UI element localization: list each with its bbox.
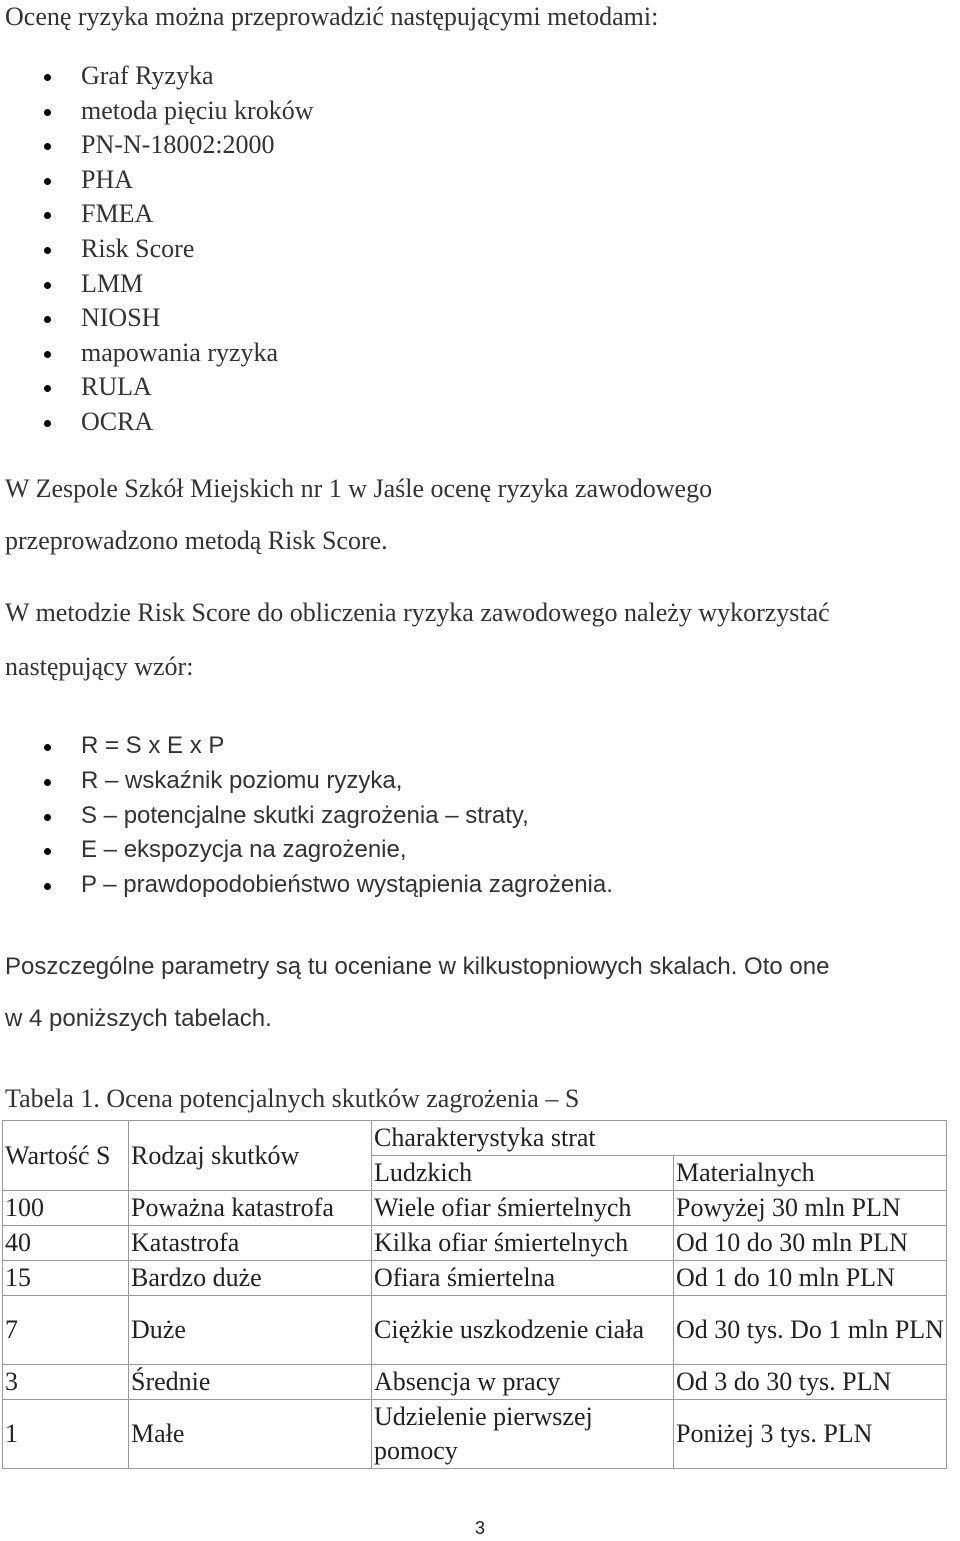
table-row <box>3 1191 947 1226</box>
bullet-icon <box>44 316 51 323</box>
table-row <box>3 1261 947 1296</box>
formula-list <box>0 730 613 904</box>
header-losses: Charakterystyka strat <box>372 1121 947 1156</box>
bullet-icon <box>44 74 51 81</box>
header-type: Rodzaj skutków <box>129 1121 372 1191</box>
cell-human: Wiele ofiar śmiertelnych <box>372 1191 674 1226</box>
table-row <box>3 1226 947 1261</box>
risk-score-table <box>2 1120 947 1469</box>
cell-value: 100 <box>3 1191 129 1226</box>
list-item: RULA <box>0 371 314 406</box>
methods-list <box>0 60 314 441</box>
bullet-icon <box>44 247 51 254</box>
bullet-icon <box>44 282 51 289</box>
list-item: OCRA <box>0 406 314 441</box>
list-item: NIOSH <box>0 302 314 337</box>
header-value: Wartość S <box>3 1121 129 1191</box>
cell-human: Ciężkie uszkodzenie ciała <box>372 1296 674 1365</box>
list-item: R = S x E x P <box>0 730 613 765</box>
bullet-icon <box>44 779 51 786</box>
cell-type: Bardzo duże <box>129 1261 372 1296</box>
cell-material: Poniżej 3 tys. PLN <box>674 1400 947 1469</box>
paragraph-2-line-2: następujący wzór: <box>5 652 194 681</box>
cell-type: Katastrofa <box>129 1226 372 1261</box>
bullet-icon <box>44 385 51 392</box>
bullet-icon <box>44 143 51 150</box>
cell-human: Absencja w pracy <box>372 1365 674 1400</box>
paragraph-3-line-2: w 4 poniższych tabelach. <box>5 1005 272 1032</box>
list-item: FMEA <box>0 198 314 233</box>
table-caption: Tabela 1. Ocena potencjalnych skutków zagrożenia – S <box>5 1084 580 1113</box>
cell-value: 15 <box>3 1261 129 1296</box>
intro-text: Ocenę ryzyka można przeprowadzić następującymi metodami: <box>5 2 659 31</box>
list-item: S – potencjalne skutki zagrożenia – straty, <box>0 800 613 835</box>
list-item: metoda pięciu kroków <box>0 95 314 130</box>
cell-human: Kilka ofiar śmiertelnych <box>372 1226 674 1261</box>
header-human: Ludzkich <box>372 1156 674 1191</box>
paragraph-3-line-1: Poszczególne parametry są tu oceniane w kilkustopniowych skalach. Oto one <box>5 953 830 980</box>
list-item: LMM <box>0 268 314 303</box>
cell-value: 3 <box>3 1365 129 1400</box>
cell-type: Średnie <box>129 1365 372 1400</box>
cell-material: Powyżej 30 mln PLN <box>674 1191 947 1226</box>
bullet-icon <box>44 420 51 427</box>
list-item: R – wskaźnik poziomu ryzyka, <box>0 765 613 800</box>
list-item: Risk Score <box>0 233 314 268</box>
bullet-icon <box>44 351 51 358</box>
cell-type: Poważna katastrofa <box>129 1191 372 1226</box>
table-row <box>3 1365 947 1400</box>
paragraph-1-line-2: przeprowadzono metodą Risk Score. <box>5 526 388 555</box>
list-item: PN-N-18002:2000 <box>0 129 314 164</box>
cell-type: Małe <box>129 1400 372 1469</box>
list-item: E – ekspozycja na zagrożenie, <box>0 834 613 869</box>
cell-value: 7 <box>3 1296 129 1365</box>
table-row <box>3 1400 947 1469</box>
paragraph-2-line-1: W metodzie Risk Score do obliczenia ryzyka zawodowego należy wykorzystać <box>5 598 830 627</box>
bullet-icon <box>44 883 51 890</box>
header-material: Materialnych <box>674 1156 947 1191</box>
list-item: Graf Ryzyka <box>0 60 314 95</box>
list-item: PHA <box>0 164 314 199</box>
bullet-icon <box>44 744 51 751</box>
cell-type: Duże <box>129 1296 372 1365</box>
cell-value: 40 <box>3 1226 129 1261</box>
bullet-icon <box>44 178 51 185</box>
list-item: P – prawdopodobieństwo wystąpienia zagrożenia. <box>0 869 613 904</box>
table-row <box>3 1296 947 1365</box>
cell-material: Od 30 tys. Do 1 mln PLN <box>674 1296 947 1365</box>
bullet-icon <box>44 109 51 116</box>
cell-value: 1 <box>3 1400 129 1469</box>
bullet-icon <box>44 848 51 855</box>
paragraph-1-line-1: W Zespole Szkół Miejskich nr 1 w Jaśle ocenę ryzyka zawodowego <box>5 474 713 503</box>
bullet-icon <box>44 814 51 821</box>
cell-human: Ofiara śmiertelna <box>372 1261 674 1296</box>
bullet-icon <box>44 212 51 219</box>
table-header-row <box>3 1121 947 1156</box>
page-number: 3 <box>474 1518 485 1538</box>
list-item: mapowania ryzyka <box>0 337 314 372</box>
cell-material: Od 1 do 10 mln PLN <box>674 1261 947 1296</box>
cell-human: Udzielenie pierwszej pomocy <box>372 1400 674 1469</box>
cell-material: Od 10 do 30 mln PLN <box>674 1226 947 1261</box>
cell-material: Od 3 do 30 tys. PLN <box>674 1365 947 1400</box>
